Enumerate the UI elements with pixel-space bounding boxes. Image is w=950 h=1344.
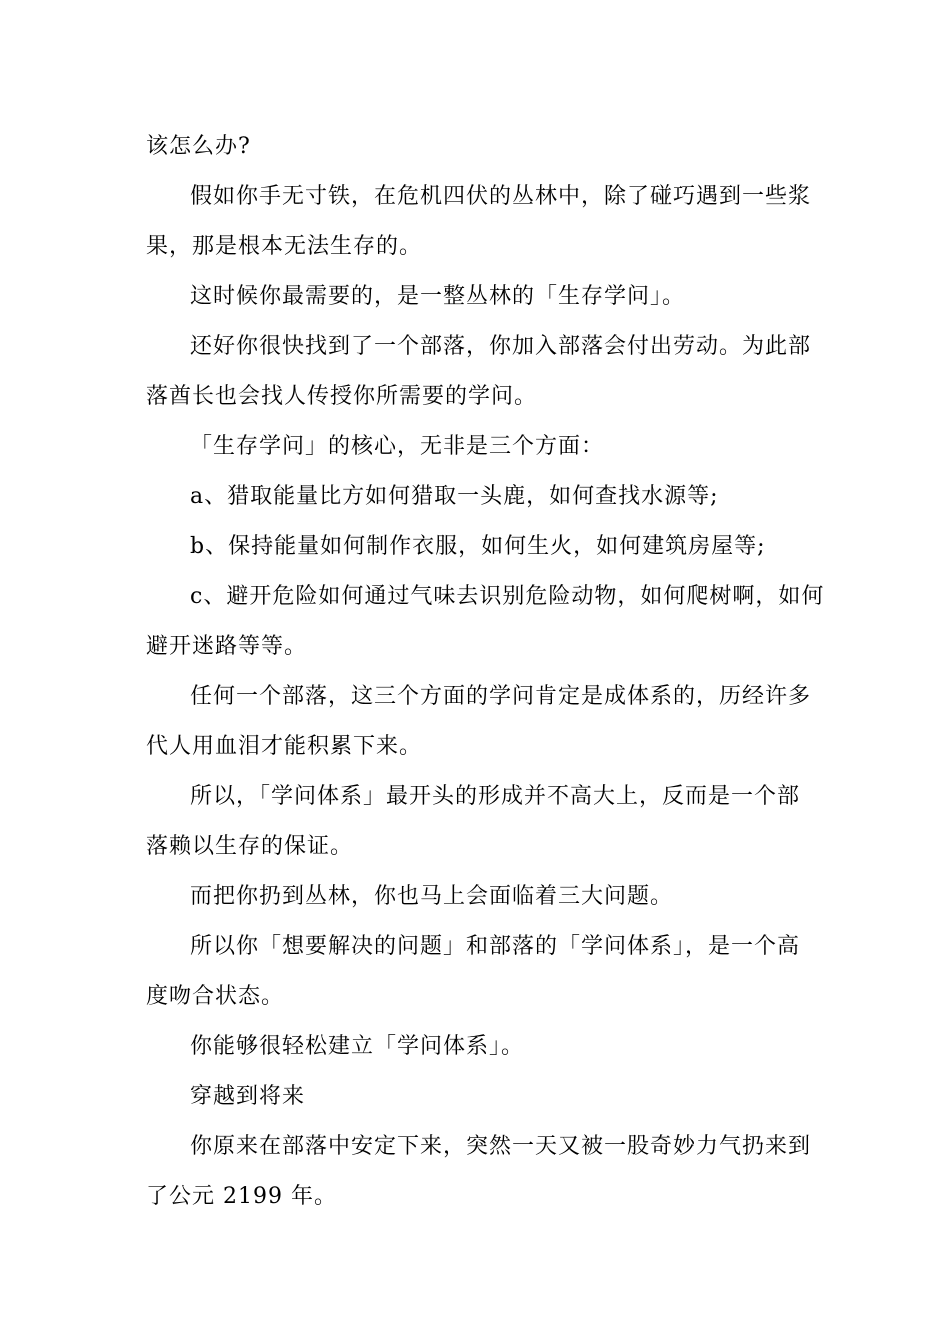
text-line: 所以你「想要解决的问题」和部落的「学问体系」，是一个高 bbox=[190, 934, 801, 959]
text-line: 假如你手无寸铁，在危机四伏的丛林中，除了碰巧遇到一些浆 bbox=[190, 184, 812, 209]
text-line: 避开迷路等等。 bbox=[146, 634, 308, 659]
text-line: c、避开危险如何通过气味去识别危险动物，如何爬树啊，如何 bbox=[190, 584, 825, 609]
text-line: 代人用血泪才能积累下来。 bbox=[146, 734, 423, 759]
text-line: 所以，「学问体系」最开头的形成并不高大上，反而是一个部 bbox=[190, 784, 801, 809]
text-line: 「生存学问」的核心，无非是三个方面： bbox=[190, 434, 605, 459]
text-line: 而把你扔到丛林，你也马上会面临着三大问题。 bbox=[190, 884, 674, 909]
text-line: 度吻合状态。 bbox=[146, 984, 285, 1009]
text-line: b、保持能量如何制作衣服，如何生火，如何建筑房屋等; bbox=[190, 534, 766, 559]
text-line: 任何一个部落，这三个方面的学问肯定是成体系的，历经许多 bbox=[190, 684, 812, 709]
text-line: a、猎取能量比方如何猎取一头鹿，如何查找水源等; bbox=[190, 484, 719, 509]
text-line: 落酋长也会找人传授你所需要的学问。 bbox=[146, 384, 538, 409]
text-line: 该怎么办? bbox=[146, 134, 251, 159]
text-line: 了公元 2199 年。 bbox=[146, 1184, 337, 1209]
document-body bbox=[146, 122, 825, 1222]
text-line: 果，那是根本无法生存的。 bbox=[146, 234, 423, 259]
section-heading: 穿越到将来 bbox=[190, 1084, 306, 1109]
text-line: 你原来在部落中安定下来，突然一天又被一股奇妙力气扔来到 bbox=[190, 1134, 812, 1159]
text-line: 这时候你最需要的，是一整丛林的「生存学问」。 bbox=[190, 284, 686, 309]
text-line: 落赖以生存的保证。 bbox=[146, 834, 354, 859]
text-line: 还好你很快找到了一个部落，你加入部落会付出劳动。为此部 bbox=[190, 334, 812, 359]
text-line: 你能够很轻松建立「学问体系」。 bbox=[190, 1034, 525, 1059]
